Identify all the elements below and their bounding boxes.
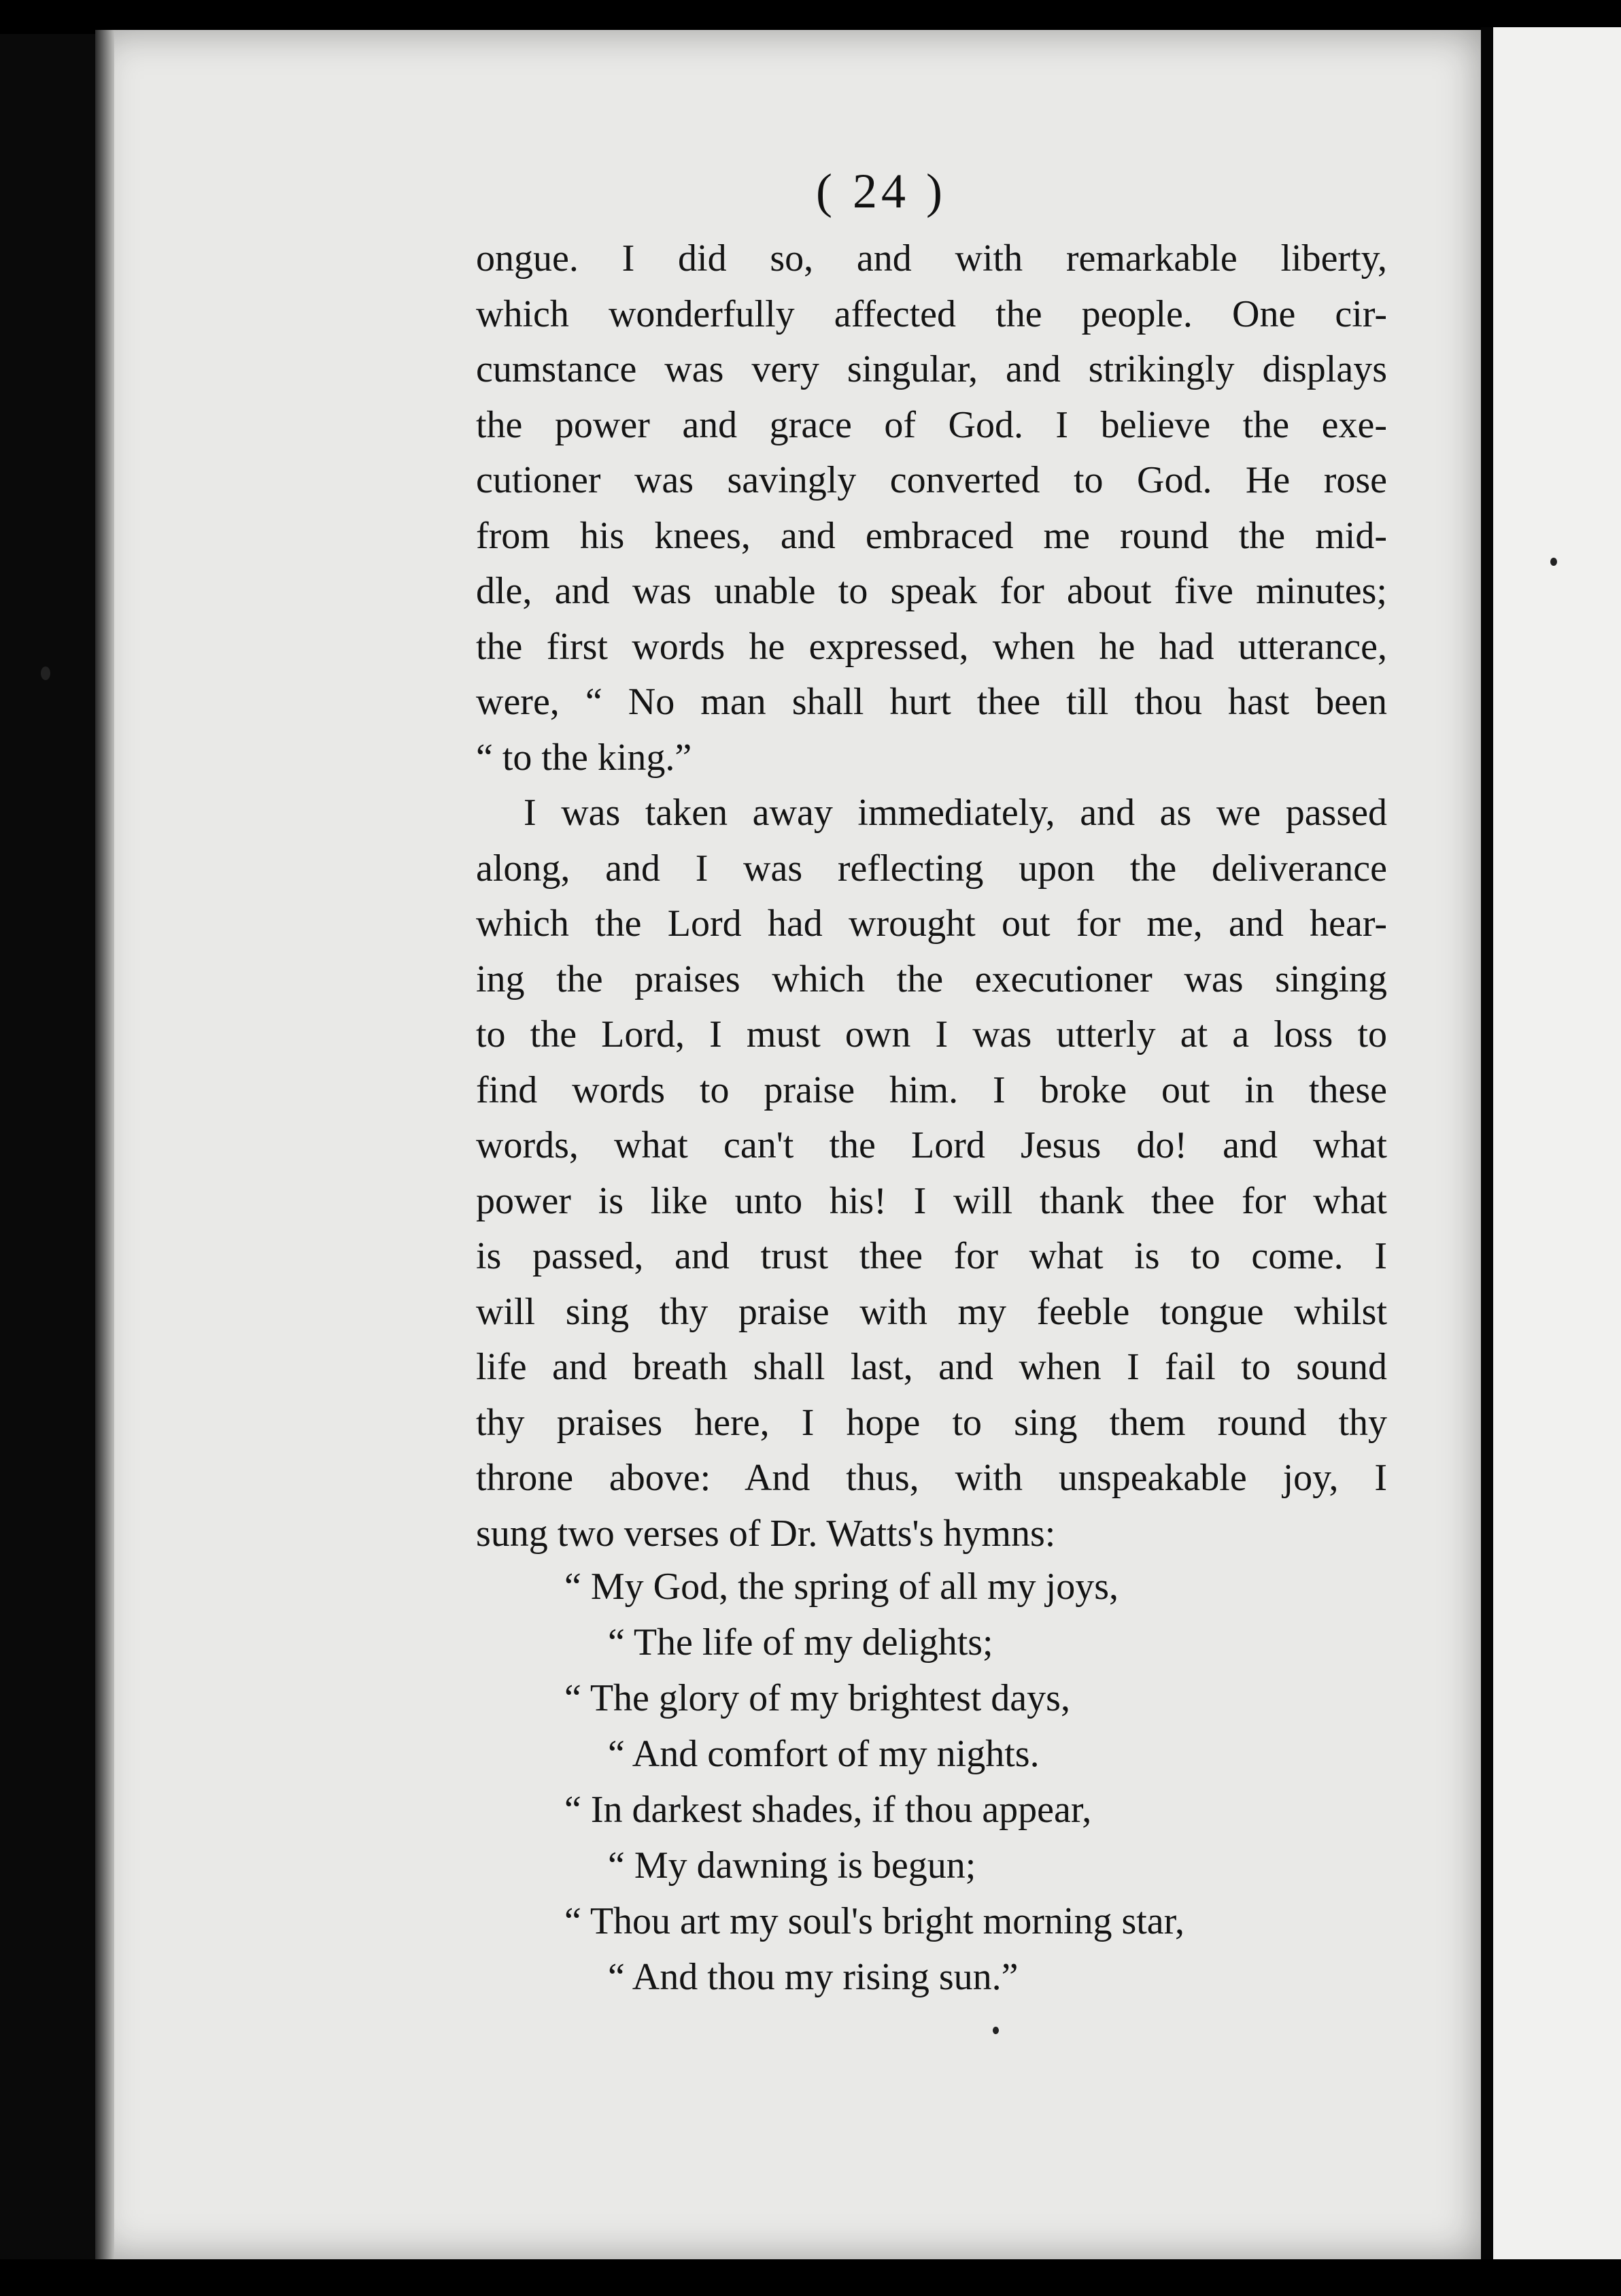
text-line: throne above: And thus, with unspeakable joy, I (476, 1457, 1387, 1499)
text-line: find words to praise him. I broke out in these (476, 1068, 1387, 1111)
hymn-line: “ And thou my rising sun.” (608, 1956, 1019, 1998)
hymn-line: “ The glory of my brightest days, (564, 1677, 1070, 1719)
text-line: “ to the king.” (476, 736, 692, 779)
ink-speck (41, 666, 50, 680)
facing-page-edge (1493, 27, 1621, 2265)
ink-speck (1550, 558, 1557, 566)
scan-top-border (0, 0, 1621, 34)
text-line: life and breath shall last, and when I fail to sound (476, 1346, 1387, 1388)
text-line: I was taken away immediately, and as we passed (524, 792, 1387, 834)
text-line: dle, and was unable to speak for about five minutes; (476, 570, 1387, 612)
text-line: cumstance was very singular, and strikingly displays (476, 348, 1387, 390)
text-line: the power and grace of God. I believe the exe- (476, 403, 1387, 446)
text-line: which the Lord had wrought out for me, and hear- (476, 902, 1387, 945)
body-text (476, 231, 1387, 1561)
scan-gutter (1481, 27, 1493, 2265)
text-line: along, and I was reflecting upon the deliverance (476, 847, 1387, 890)
text-line: will sing thy praise with my feeble tongue whilst (476, 1290, 1387, 1333)
scan-bottom-border (0, 2259, 1621, 2296)
page-number: ( 24 ) (816, 164, 946, 218)
text-line: which wonderfully affected the people. One cir- (476, 292, 1387, 335)
text-line: were, “ No man shall hurt thee till thou hast been (476, 681, 1387, 723)
text-line: from his knees, and embraced me round the mid- (476, 514, 1387, 557)
hymn-line: “ My dawning is begun; (608, 1844, 976, 1887)
text-line: thy praises here, I hope to sing them round thy (476, 1401, 1387, 1444)
text-line: cutioner was savingly converted to God. He rose (476, 459, 1387, 501)
text-line: ongue. I did so, and with remarkable liberty, (476, 237, 1387, 280)
hymn-line: “ My God, the spring of all my joys, (564, 1566, 1119, 1608)
text-line: ing the praises which the executioner was singing (476, 958, 1387, 1000)
text-line: power is like unto his! I will thank thee for what (476, 1179, 1387, 1222)
page-shadow-edge (95, 30, 114, 2259)
hymn-line: “ The life of my delights; (608, 1621, 993, 1664)
hymn-verse (564, 1559, 1184, 2005)
hymn-line: “ In darkest shades, if thou appear, (564, 1789, 1092, 1831)
text-line: is passed, and trust thee for what is to come. I (476, 1235, 1387, 1277)
hymn-line: “ Thou art my soul's bright morning star, (564, 1900, 1185, 1942)
ink-speck (993, 2027, 999, 2034)
text-line: to the Lord, I must own I was utterly at a loss to (476, 1013, 1387, 1056)
text-line: words, what can't the Lord Jesus do! and what (476, 1124, 1387, 1166)
text-line: sung two verses of Dr. Watts's hymns: (476, 1512, 1056, 1555)
text-line: the first words he expressed, when he had utterance, (476, 625, 1387, 668)
hymn-line: “ And comfort of my nights. (608, 1733, 1040, 1775)
